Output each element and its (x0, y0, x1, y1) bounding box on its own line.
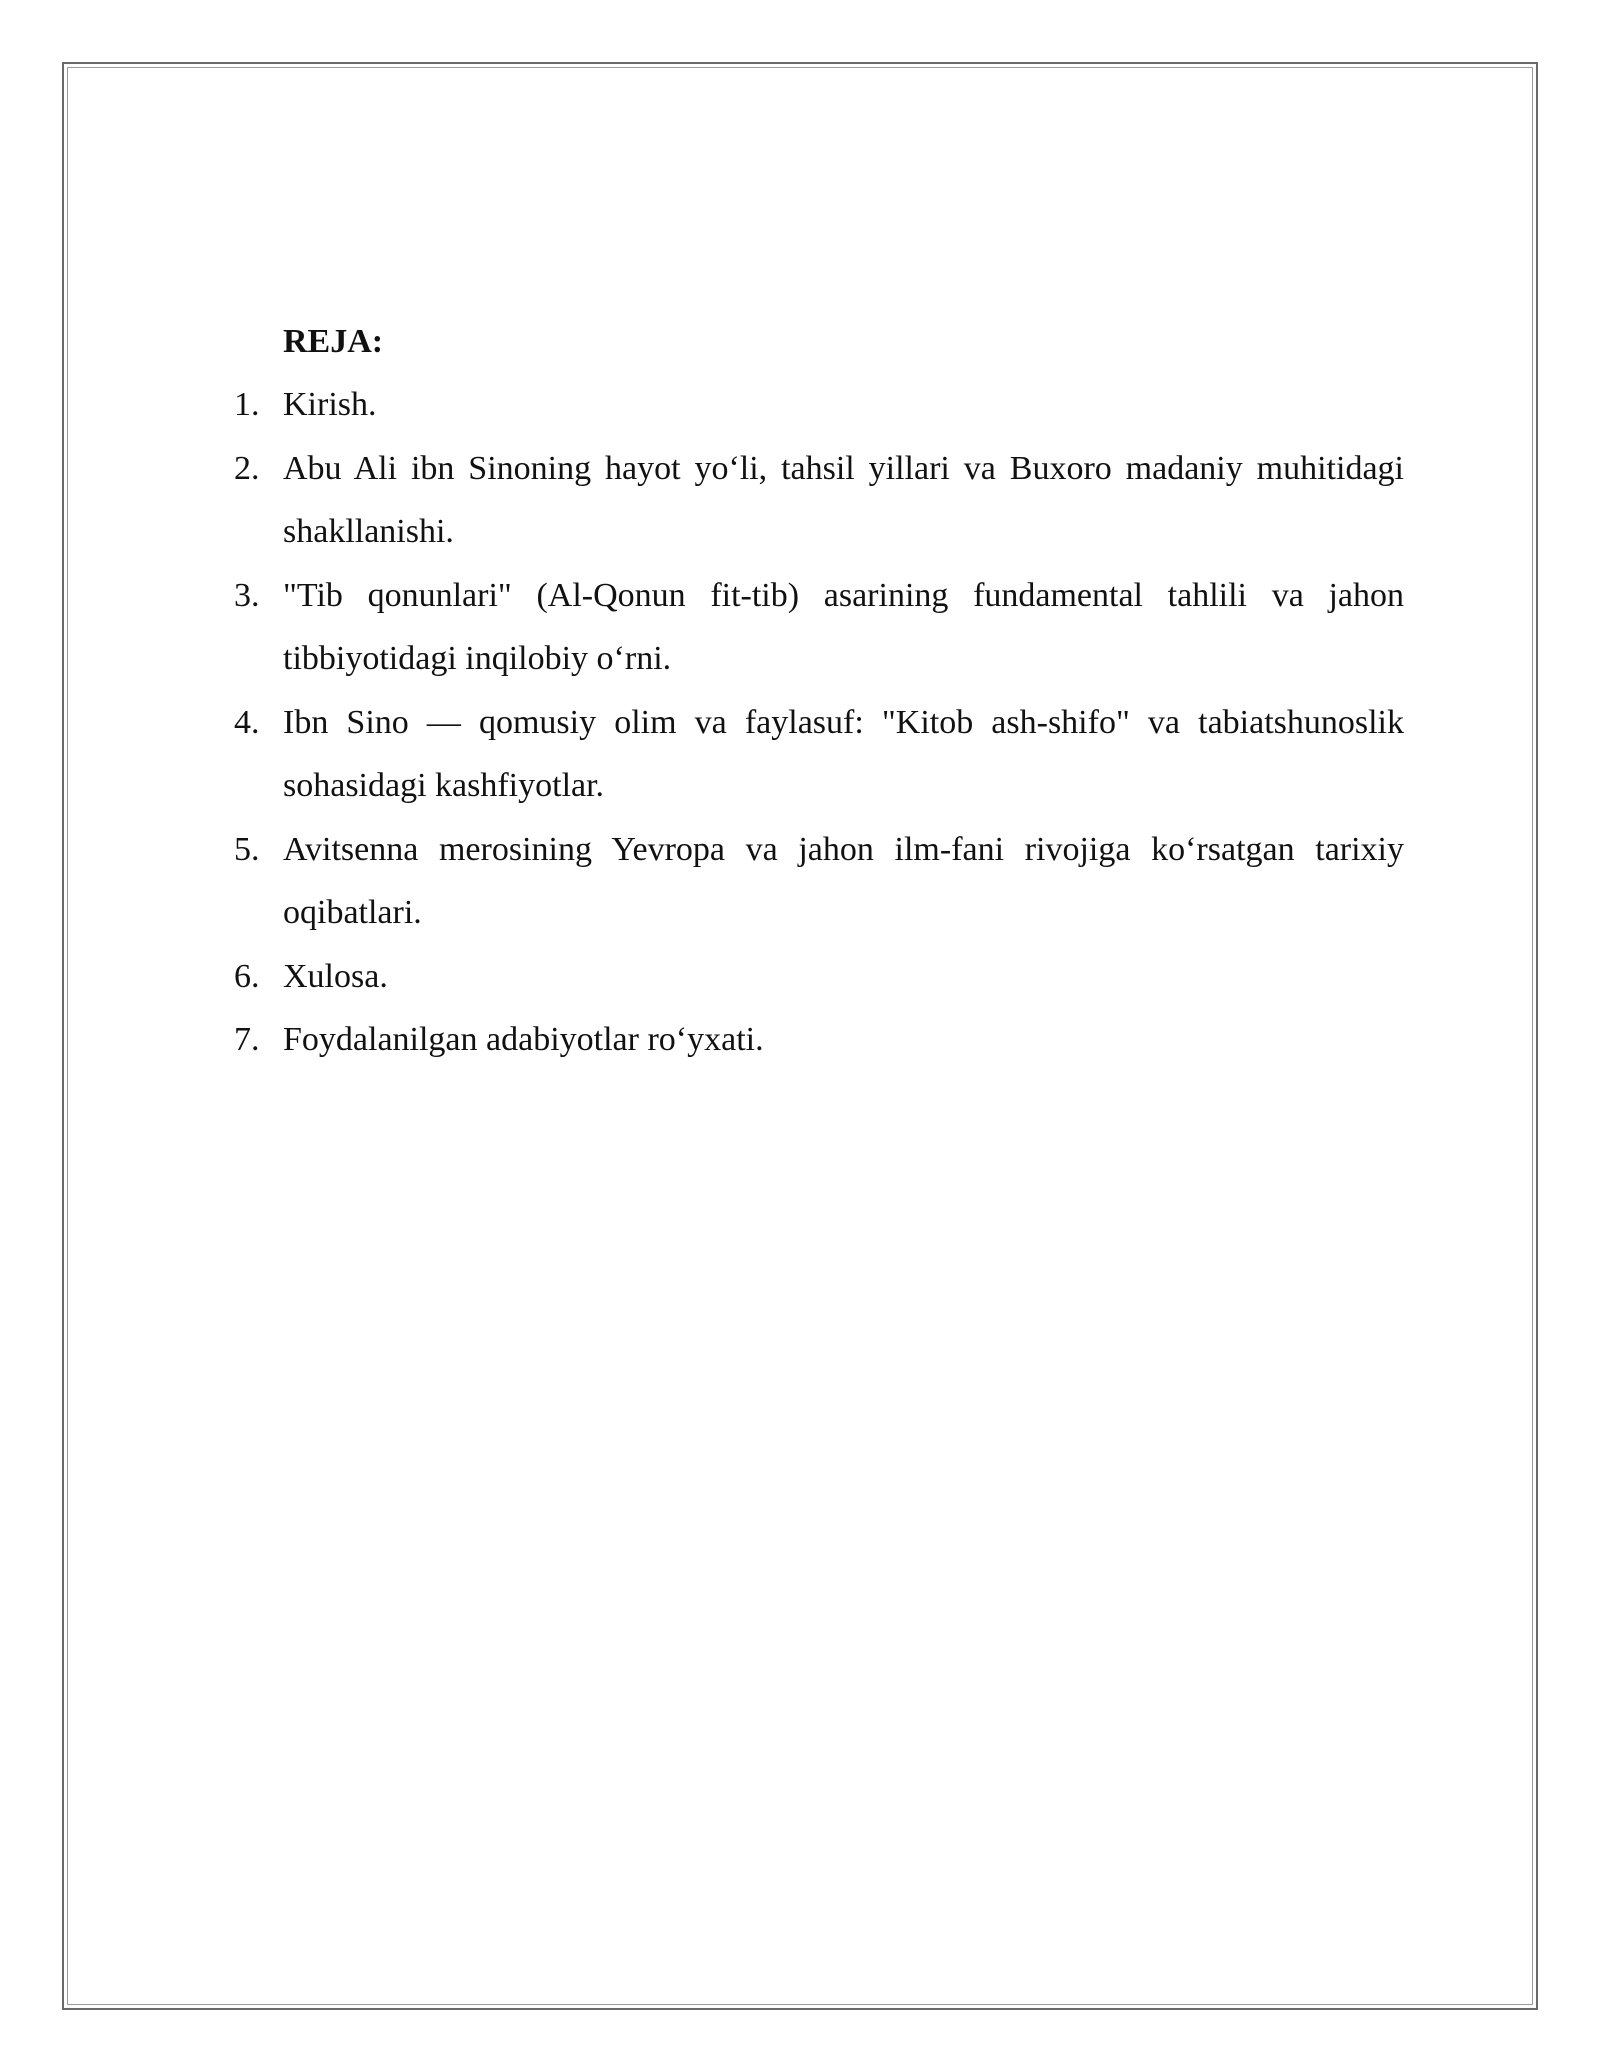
plan-item-5 (234, 818, 1404, 945)
item-number: 3. (234, 576, 260, 614)
plan-item-7 (234, 1008, 1404, 1072)
item-number: 7. (234, 1021, 260, 1058)
item-text: "Tib qonunlari" (Al-Qonun fit-tib) asarining fundamental tahlili va jahon tibbiyotidagi inqilobiy o‘rni. (283, 576, 1404, 677)
item-text: Abu Ali ibn Sinoning hayot yo‘li, tahsil yillari va Buxoro madaniy muhitidagi shakllanishi. (283, 449, 1404, 550)
item-text: Kirish. (283, 386, 377, 423)
item-text: Avitsenna merosining Yevropa va jahon ilm-fani rivojiga ko‘rsatgan tarixiy oqibatlari. (283, 830, 1404, 931)
plan-heading: REJA: (283, 323, 384, 360)
item-number: 5. (234, 830, 260, 868)
plan-item-2 (234, 437, 1404, 564)
item-number: 6. (234, 957, 260, 995)
plan-item-6 (234, 945, 1404, 1009)
plan-item-1 (234, 373, 1404, 437)
document-body (234, 310, 1404, 1072)
item-text: Foydalanilgan adabiyotlar ro‘yxati. (283, 1021, 764, 1058)
item-text: Xulosa. (283, 957, 388, 995)
plan-item-3 (234, 564, 1404, 691)
item-text: Ibn Sino — qomusiy olim va faylasuf: "Kitob ash-shifo" va tabiatshunoslik sohasidagi kashfiyotlar. (283, 703, 1404, 804)
plan-item-4 (234, 691, 1404, 818)
item-number: 2. (234, 449, 260, 487)
item-number: 4. (234, 703, 260, 741)
plan-list (234, 373, 1404, 1072)
item-number: 1. (234, 386, 260, 423)
